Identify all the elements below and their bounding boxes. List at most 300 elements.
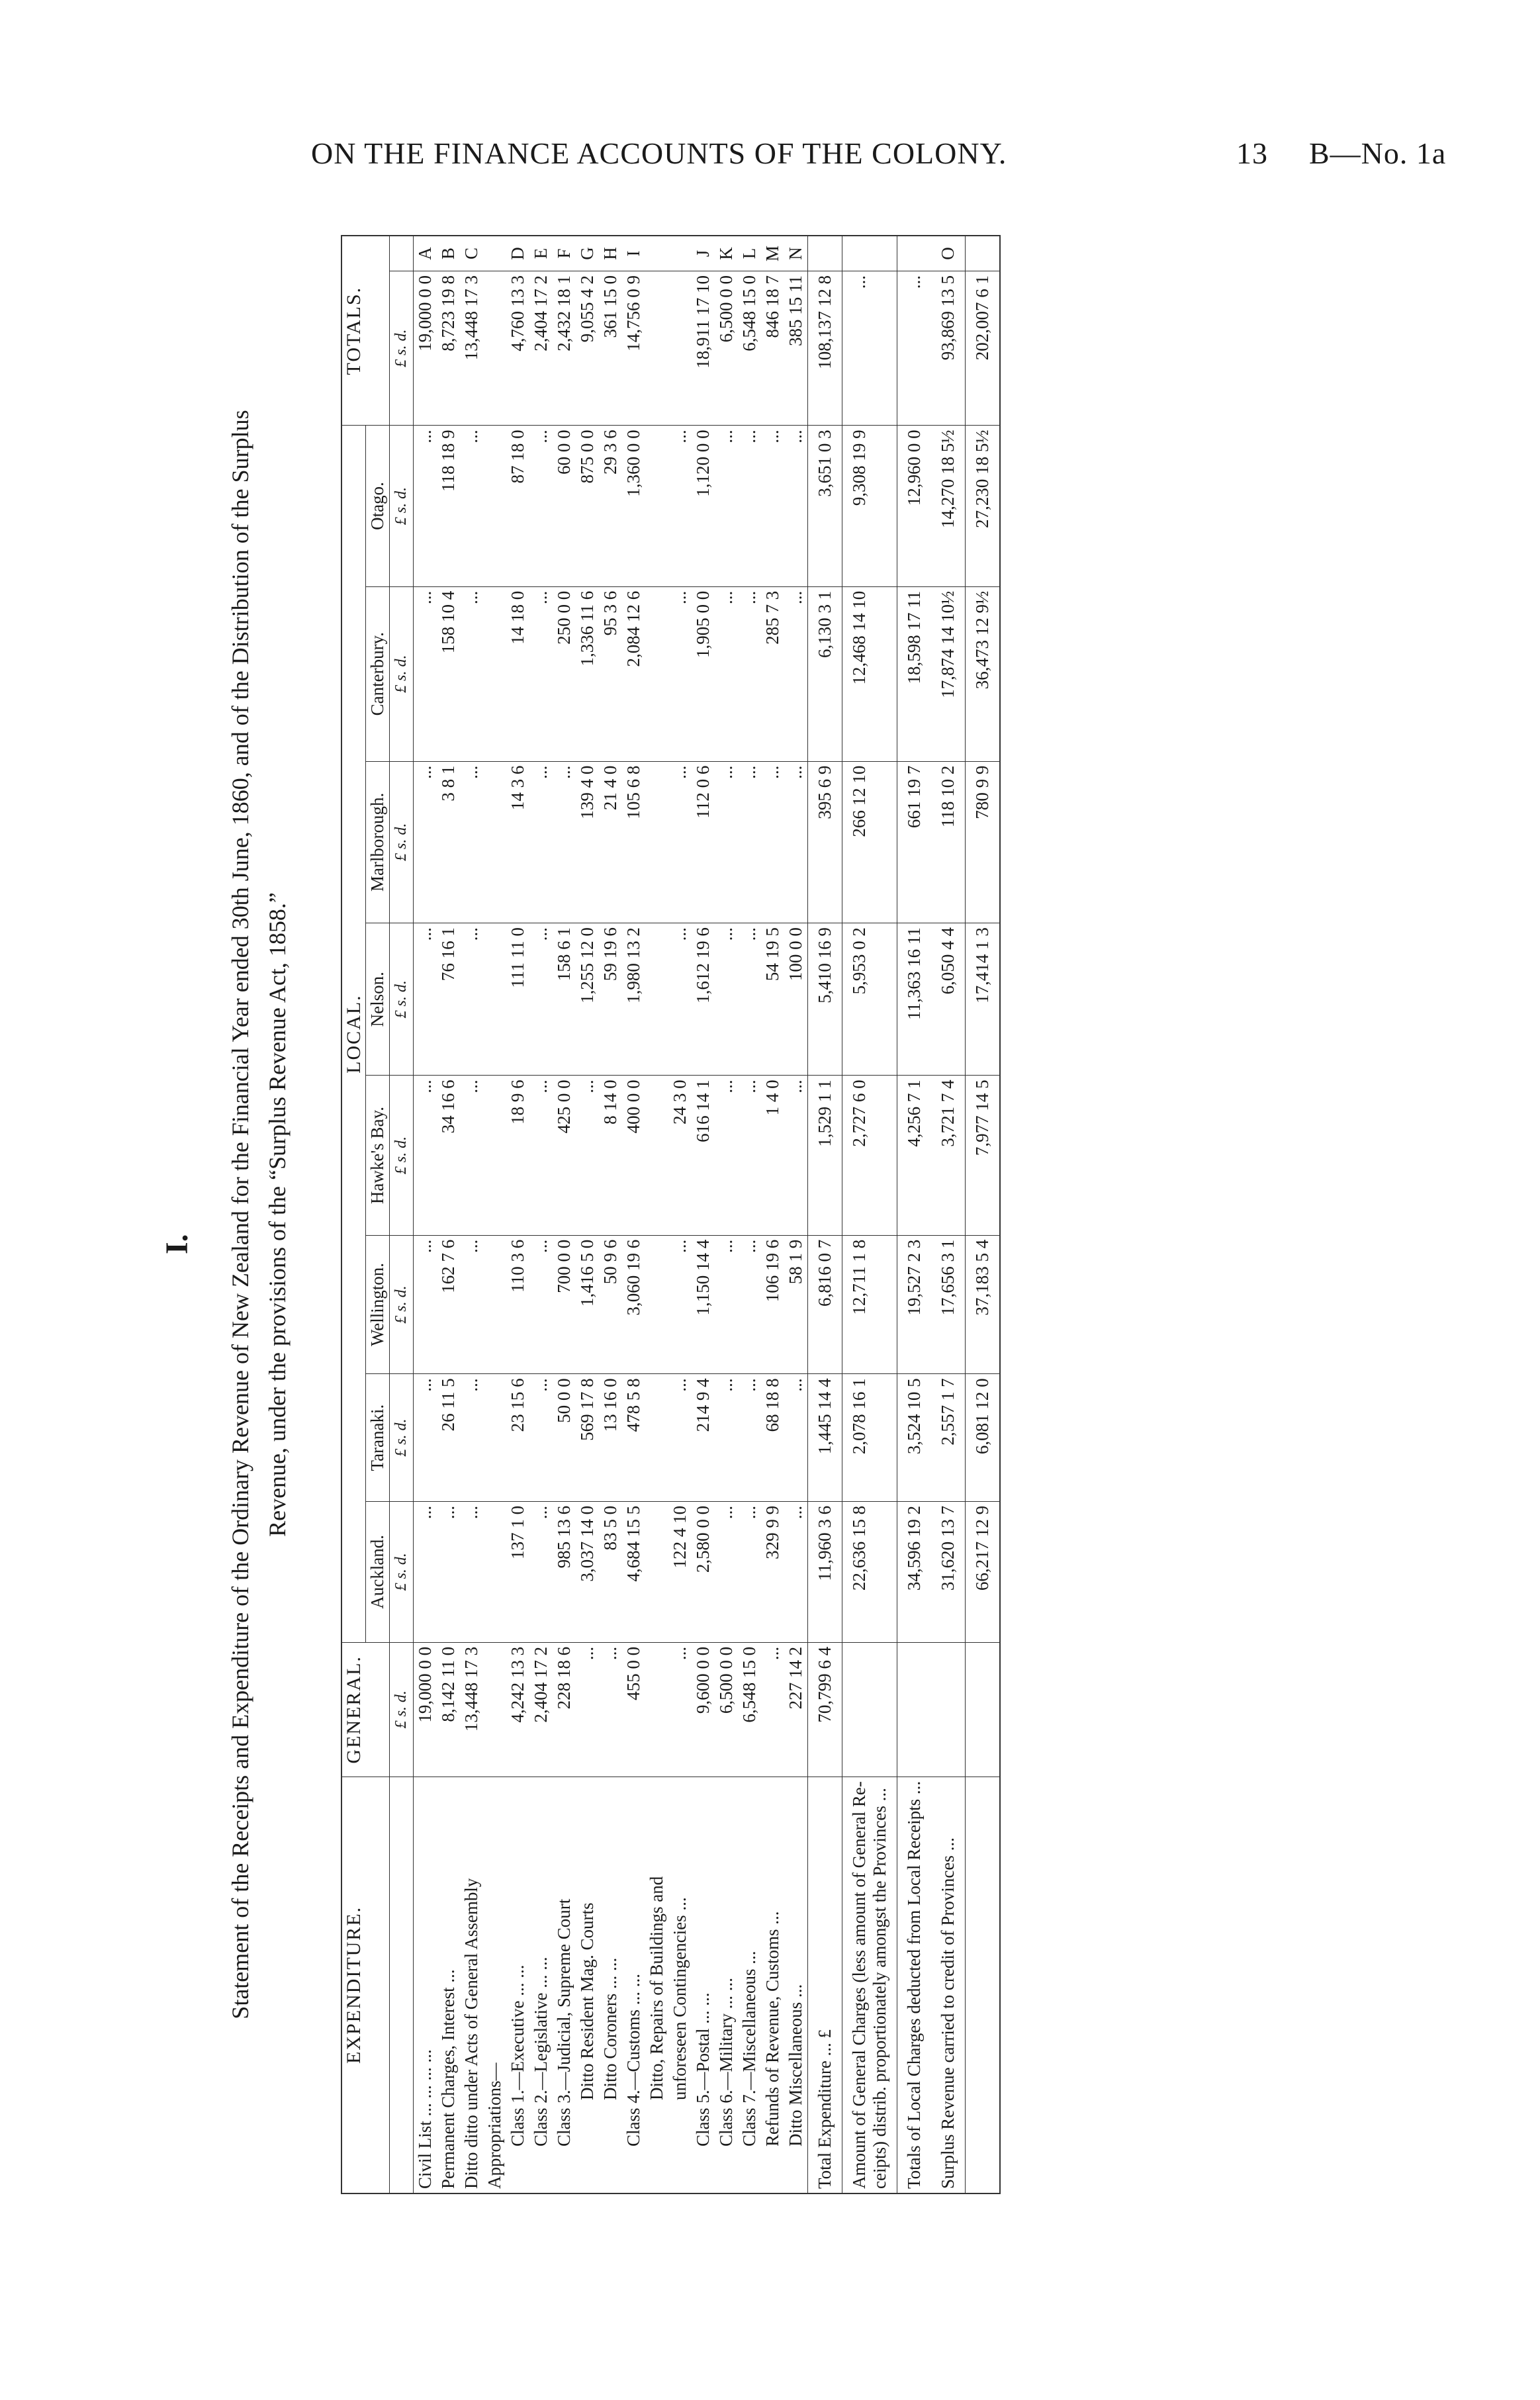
- total-expenditure-row-label: Total Expenditure ... £: [808, 1777, 842, 2193]
- province-value: 105 6 8: [622, 761, 645, 923]
- province-value: ...: [738, 761, 761, 923]
- province-value: 3 8 1: [437, 761, 460, 923]
- total-expenditure-row-general: 70,799 6 4: [808, 1642, 842, 1777]
- local-charges-row-province-value: 11,363 16 11: [897, 923, 932, 1076]
- province-value: 26 11 5: [437, 1374, 460, 1502]
- total-expenditure-row-province-value: 1,445 14 4: [808, 1374, 842, 1502]
- general-charges-row-letter: [842, 236, 897, 271]
- row-label: Appropriations—: [483, 1777, 506, 2193]
- province-value: 60 0 0: [553, 426, 576, 586]
- general-value: ...: [599, 1642, 622, 1777]
- header-general: GENERAL.: [341, 1642, 390, 1777]
- running-head-title: ON THE FINANCE ACCOUNTS OF THE COLONY.: [311, 136, 1007, 170]
- row-letter: M: [761, 236, 784, 271]
- grand-totals-row-province-value: 780 9 9: [966, 761, 1001, 923]
- province-value: ...: [460, 1501, 483, 1642]
- province-value: ...: [738, 923, 761, 1076]
- table-row: [506, 236, 529, 2193]
- province-value: ...: [715, 1374, 738, 1502]
- province-value: 18 9 6: [506, 1076, 529, 1235]
- province-value: 1,905 0 0: [692, 586, 715, 761]
- surplus-row-total: 93,869 13 5: [931, 271, 966, 426]
- province-value: 3,037 14 0: [576, 1501, 599, 1642]
- province-value: 616 14 1: [692, 1076, 715, 1235]
- province-value: ...: [784, 426, 808, 586]
- row-label: Civil List ... ... ... ...: [414, 1777, 437, 2193]
- row-letter: I: [622, 236, 645, 271]
- general-value: 13,448 17 3: [460, 1642, 483, 1777]
- province-value: ...: [784, 586, 808, 761]
- row-letter: J: [692, 236, 715, 271]
- surplus-row-province-value: 17,874 14 10½: [931, 586, 966, 761]
- general-value: [645, 1642, 668, 1777]
- province-value: 110 3 6: [506, 1235, 529, 1374]
- table-row: [553, 236, 576, 2193]
- province-value: [645, 1235, 668, 1374]
- province-value: 329 9 9: [761, 1501, 784, 1642]
- table-row: [692, 236, 715, 2193]
- province-value: 285 7 3: [761, 586, 784, 761]
- province-value: 985 13 6: [553, 1501, 576, 1642]
- table-row: [437, 236, 460, 2193]
- total-expenditure-row: [808, 236, 842, 2193]
- surplus-row-letter: O: [931, 236, 966, 271]
- province-value: 4,684 15 5: [622, 1501, 645, 1642]
- province-value: 2,084 12 6: [622, 586, 645, 761]
- header-province: Hawke's Bay.: [366, 1076, 390, 1235]
- general-charges-row-province-value: 12,468 14 10: [842, 586, 897, 761]
- grand-totals-row-general: [966, 1642, 1001, 1777]
- general-charges-row-province-value: 9,308 19 9: [842, 426, 897, 586]
- header-expenditure: EXPENDITURE.: [341, 1777, 390, 2193]
- province-value: 1 4 0: [761, 1076, 784, 1235]
- row-letter: [668, 236, 692, 271]
- province-value: 569 17 8: [576, 1374, 599, 1502]
- row-label: Class 7.—Miscellaneous ...: [738, 1777, 761, 2193]
- province-value: ...: [460, 923, 483, 1076]
- finance-table: [341, 235, 1001, 2194]
- province-value: ...: [715, 761, 738, 923]
- local-charges-row-letter: [897, 236, 932, 271]
- row-letter: C: [460, 236, 483, 271]
- surplus-row-province-value: 17,656 3 1: [931, 1235, 966, 1374]
- row-label: Ditto Miscellaneous ...: [784, 1777, 808, 2193]
- province-value: 59 19 6: [599, 923, 622, 1076]
- surplus-row-province-value: 118 10 2: [931, 761, 966, 923]
- grand-totals-row-province-value: 37,183 5 4: [966, 1235, 1001, 1374]
- grand-totals-row-province-value: 17,414 1 3: [966, 923, 1001, 1076]
- province-value: ...: [715, 1076, 738, 1235]
- row-letter: [645, 236, 668, 271]
- table-row: [599, 236, 622, 2193]
- province-value: 54 19 5: [761, 923, 784, 1076]
- row-label: Class 4.—Customs ... ...: [622, 1777, 645, 2193]
- currency-unit: £ s. d.: [390, 1076, 414, 1235]
- general-value: 228 18 6: [553, 1642, 576, 1777]
- province-value: [645, 1374, 668, 1502]
- general-value: ...: [668, 1642, 692, 1777]
- general-value: [483, 1642, 506, 1777]
- header-province: Taranaki.: [366, 1374, 390, 1502]
- header-province: Marlborough.: [366, 761, 390, 923]
- row-letter: N: [784, 236, 808, 271]
- currency-unit: £ s. d.: [390, 923, 414, 1076]
- province-value: 700 0 0: [553, 1235, 576, 1374]
- surplus-row-general: [931, 1642, 966, 1777]
- currency-unit: £ s. d.: [390, 1642, 414, 1777]
- province-value: ...: [529, 761, 553, 923]
- table-row: [761, 236, 784, 2193]
- province-value: [483, 1076, 506, 1235]
- province-value: ...: [529, 426, 553, 586]
- province-value: ...: [738, 1374, 761, 1502]
- total-value: [668, 271, 692, 426]
- row-letter: E: [529, 236, 553, 271]
- row-letter: B: [437, 236, 460, 271]
- total-value: 2,404 17 2: [529, 271, 553, 426]
- province-value: ...: [529, 923, 553, 1076]
- total-value: [645, 271, 668, 426]
- province-value: ...: [715, 1235, 738, 1374]
- running-head: [0, 136, 1540, 182]
- province-value: 8 14 0: [599, 1076, 622, 1235]
- general-value: 6,500 0 0: [715, 1642, 738, 1777]
- grand-totals-row-province-value: 66,217 12 9: [966, 1501, 1001, 1642]
- general-value: 6,548 15 0: [738, 1642, 761, 1777]
- table-row: [414, 236, 437, 2193]
- province-value: 1,255 12 0: [576, 923, 599, 1076]
- total-value: [483, 271, 506, 426]
- grand-totals-row-letter: [966, 236, 1001, 271]
- total-value: 2,432 18 1: [553, 271, 576, 426]
- province-value: ...: [460, 761, 483, 923]
- total-value: 4,760 13 3: [506, 271, 529, 426]
- general-value: 2,404 17 2: [529, 1642, 553, 1777]
- row-label: Permanent Charges, Interest ...: [437, 1777, 460, 2193]
- province-value: 58 1 9: [784, 1235, 808, 1374]
- province-value: 2,580 0 0: [692, 1501, 715, 1642]
- province-value: 83 5 0: [599, 1501, 622, 1642]
- total-expenditure-row-province-value: 3,651 0 3: [808, 426, 842, 586]
- header-local: LOCAL.: [341, 426, 366, 1643]
- general-charges-row-province-value: 22,636 15 8: [842, 1501, 897, 1642]
- province-value: ...: [460, 426, 483, 586]
- row-letter: K: [715, 236, 738, 271]
- local-charges-row-label: Totals of Local Charges deducted from Local Receipts ...: [897, 1777, 932, 2193]
- province-value: 76 16 1: [437, 923, 460, 1076]
- province-value: 14 3 6: [506, 761, 529, 923]
- province-value: 68 18 8: [761, 1374, 784, 1502]
- general-charges-row-label: [842, 1777, 897, 2193]
- row-letter: [483, 236, 506, 271]
- province-value: 95 3 6: [599, 586, 622, 761]
- province-value: [645, 1501, 668, 1642]
- row-label: Refunds of Revenue, Customs ...: [761, 1777, 784, 2193]
- province-value: [483, 1501, 506, 1642]
- header-province: Nelson.: [366, 923, 390, 1076]
- province-value: 158 10 4: [437, 586, 460, 761]
- province-value: 111 11 0: [506, 923, 529, 1076]
- province-value: ...: [414, 1374, 437, 1502]
- general-value: 455 0 0: [622, 1642, 645, 1777]
- total-expenditure-row-total: 108,137 12 8: [808, 271, 842, 426]
- general-charges-row-label-line-1: Amount of General Charges (less amount of General Re-: [849, 1781, 869, 2189]
- province-value: ...: [460, 586, 483, 761]
- province-value: ...: [738, 1076, 761, 1235]
- general-charges-row-province-value: 266 12 10: [842, 761, 897, 923]
- province-value: ...: [529, 1076, 553, 1235]
- table-row: [738, 236, 761, 2193]
- general-charges-row-province-value: 2,078 16 1: [842, 1374, 897, 1502]
- grand-totals-row-province-value: 6,081 12 0: [966, 1374, 1001, 1502]
- grand-totals-row-total: 202,007 6 1: [966, 271, 1001, 426]
- province-value: 425 0 0: [553, 1076, 576, 1235]
- total-value: 385 15 11: [784, 271, 808, 426]
- province-value: [483, 426, 506, 586]
- province-value: ...: [414, 761, 437, 923]
- grand-totals-row-province-value: 27,230 18 5½: [966, 426, 1001, 586]
- province-value: 214 9 4: [692, 1374, 715, 1502]
- general-value: 227 14 2: [784, 1642, 808, 1777]
- province-value: 24 3 0: [668, 1076, 692, 1235]
- surplus-row-province-value: 31,620 13 7: [931, 1501, 966, 1642]
- header-totals: TOTALS.: [341, 236, 390, 426]
- grand-totals-row-province-value: 36,473 12 9½: [966, 586, 1001, 761]
- province-value: [483, 923, 506, 1076]
- currency-unit: £ s. d.: [390, 271, 414, 426]
- header-unit-blank: [390, 1777, 414, 2193]
- row-label: Class 6.—Military ... ...: [715, 1777, 738, 2193]
- province-value: ...: [784, 1076, 808, 1235]
- general-value: 4,242 13 3: [506, 1642, 529, 1777]
- table-row: [668, 236, 692, 2193]
- total-value: 9,055 4 2: [576, 271, 599, 426]
- surplus-row-province-value: 3,721 7 4: [931, 1076, 966, 1235]
- province-value: [645, 761, 668, 923]
- province-value: ...: [437, 1501, 460, 1642]
- local-charges-row-province-value: 34,596 19 2: [897, 1501, 932, 1642]
- general-value: 8,142 11 0: [437, 1642, 460, 1777]
- total-value: 846 18 7: [761, 271, 784, 426]
- province-value: ...: [738, 426, 761, 586]
- general-value: 9,600 0 0: [692, 1642, 715, 1777]
- total-expenditure-row-province-value: 395 6 9: [808, 761, 842, 923]
- local-charges-row-province-value: 3,524 10 5: [897, 1374, 932, 1502]
- province-value: 106 19 6: [761, 1235, 784, 1374]
- row-label: unforeseen Contingencies ...: [668, 1777, 692, 2193]
- province-value: 3,060 19 6: [622, 1235, 645, 1374]
- province-value: 122 4 10: [668, 1501, 692, 1642]
- general-value: ...: [761, 1642, 784, 1777]
- province-value: ...: [761, 426, 784, 586]
- total-value: 8,723 19 8: [437, 271, 460, 426]
- total-value: 18,911 17 10: [692, 271, 715, 426]
- province-value: 13 16 0: [599, 1374, 622, 1502]
- table-row: [576, 236, 599, 2193]
- total-value: 14,756 0 9: [622, 271, 645, 426]
- currency-unit: £ s. d.: [390, 1235, 414, 1374]
- total-value: 361 15 0: [599, 271, 622, 426]
- province-value: 875 0 0: [576, 426, 599, 586]
- rotated-statement: [159, 222, 1274, 2207]
- surplus-row: [931, 236, 966, 2193]
- header-province: Wellington.: [366, 1235, 390, 1374]
- province-value: ...: [460, 1235, 483, 1374]
- province-value: ...: [715, 1501, 738, 1642]
- total-value: 6,548 15 0: [738, 271, 761, 426]
- general-charges-row-label-line-2: ceipts) distrib. proportionately amongst the Provinces ...: [870, 1788, 889, 2189]
- table-row: [529, 236, 553, 2193]
- province-value: 1,360 0 0: [622, 426, 645, 586]
- province-value: 1,150 14 4: [692, 1235, 715, 1374]
- currency-unit: £ s. d.: [390, 761, 414, 923]
- province-value: 158 6 1: [553, 923, 576, 1076]
- general-charges-row-province-value: 2,727 6 0: [842, 1076, 897, 1235]
- row-label: Class 5.—Postal ... ...: [692, 1777, 715, 2193]
- general-value: 19,000 0 0: [414, 1642, 437, 1777]
- local-charges-row: [897, 236, 932, 2193]
- local-charges-row-total: ...: [897, 271, 932, 426]
- currency-unit: £ s. d.: [390, 1501, 414, 1642]
- province-value: ...: [715, 426, 738, 586]
- province-value: [483, 1374, 506, 1502]
- province-value: 112 0 6: [692, 761, 715, 923]
- province-value: ...: [529, 1374, 553, 1502]
- row-label: Class 1.—Executive ... ...: [506, 1777, 529, 2193]
- province-value: ...: [715, 923, 738, 1076]
- table-row: [715, 236, 738, 2193]
- local-charges-row-province-value: 18,598 17 11: [897, 586, 932, 761]
- statement-caption: [159, 222, 331, 2207]
- province-value: 21 4 0: [599, 761, 622, 923]
- surplus-row-province-value: 14,270 18 5½: [931, 426, 966, 586]
- general-charges-row-total: ...: [842, 271, 897, 426]
- province-value: 100 0 0: [784, 923, 808, 1076]
- local-charges-row-general: [897, 1642, 932, 1777]
- province-value: 87 18 0: [506, 426, 529, 586]
- header-letter-blank: [390, 236, 414, 271]
- row-label: Ditto, Repairs of Buildings and: [645, 1777, 668, 2193]
- province-value: 34 16 6: [437, 1076, 460, 1235]
- header-province: Canterbury.: [366, 586, 390, 761]
- local-charges-row-province-value: 19,527 2 3: [897, 1235, 932, 1374]
- caption-line-1: Statement of the Receipts and Expenditure of the Ordinary Revenue of New Zealand for the Financial Year ended 30th June, 1860, and of the Distribution of the Surplus: [227, 410, 253, 2019]
- province-value: ...: [414, 1076, 437, 1235]
- table-row: [645, 236, 668, 2193]
- page-number: 13: [1236, 136, 1268, 170]
- local-charges-row-province-value: 661 19 7: [897, 761, 932, 923]
- table-numeral: I.: [159, 1234, 195, 1254]
- province-value: 50 9 6: [599, 1235, 622, 1374]
- general-charges-row-province-value: 12,711 1 8: [842, 1235, 897, 1374]
- province-value: ...: [715, 586, 738, 761]
- row-label: Ditto Resident Mag. Courts: [576, 1777, 599, 2193]
- row-label: Class 2.—Legislative ... ...: [529, 1777, 553, 2193]
- header-province: Otago.: [366, 426, 390, 586]
- row-label: Class 3.—Judicial, Supreme Court: [553, 1777, 576, 2193]
- province-value: ...: [529, 586, 553, 761]
- row-letter: H: [599, 236, 622, 271]
- province-value: 50 0 0: [553, 1374, 576, 1502]
- caption-line-2: Revenue, under the provisions of the “Surplus Revenue Act, 1858.”: [264, 892, 291, 1537]
- province-value: 14 18 0: [506, 586, 529, 761]
- row-label: Ditto ditto under Acts of General Assembly: [460, 1777, 483, 2193]
- grand-totals-row-province-value: 7,977 14 5: [966, 1076, 1001, 1235]
- currency-unit: £ s. d.: [390, 586, 414, 761]
- province-value: ...: [576, 1076, 599, 1235]
- total-value: 6,500 0 0: [715, 271, 738, 426]
- province-value: [645, 586, 668, 761]
- surplus-row-province-value: 2,557 1 7: [931, 1374, 966, 1502]
- province-value: 1,120 0 0: [692, 426, 715, 586]
- province-value: ...: [738, 1235, 761, 1374]
- province-value: ...: [414, 426, 437, 586]
- province-value: 162 7 6: [437, 1235, 460, 1374]
- province-value: ...: [414, 1235, 437, 1374]
- province-value: [483, 586, 506, 761]
- surplus-row-label: Surplus Revenue carried to credit of Provinces ...: [931, 1777, 966, 2193]
- total-expenditure-row-province-value: 6,130 3 1: [808, 586, 842, 761]
- province-value: 1,612 19 6: [692, 923, 715, 1076]
- row-letter: G: [576, 236, 599, 271]
- province-value: 1,416 5 0: [576, 1235, 599, 1374]
- grand-totals-row-label: [966, 1777, 1001, 2193]
- province-value: ...: [460, 1374, 483, 1502]
- province-value: ...: [761, 761, 784, 923]
- province-value: ...: [668, 923, 692, 1076]
- province-value: ...: [529, 1501, 553, 1642]
- province-value: 139 4 0: [576, 761, 599, 923]
- province-value: 1,336 11 6: [576, 586, 599, 761]
- province-value: ...: [414, 923, 437, 1076]
- province-value: [483, 1235, 506, 1374]
- province-value: [645, 1076, 668, 1235]
- province-value: ...: [668, 586, 692, 761]
- province-value: ...: [553, 761, 576, 923]
- province-value: 1,980 13 2: [622, 923, 645, 1076]
- province-value: [645, 426, 668, 586]
- total-value: 19,000 0 0: [414, 271, 437, 426]
- province-value: 400 0 0: [622, 1076, 645, 1235]
- table-row: [483, 236, 506, 2193]
- province-value: ...: [784, 761, 808, 923]
- province-value: [483, 761, 506, 923]
- province-value: ...: [668, 761, 692, 923]
- province-value: ...: [414, 586, 437, 761]
- total-expenditure-row-province-value: 11,960 3 6: [808, 1501, 842, 1642]
- general-value: ...: [576, 1642, 599, 1777]
- province-value: ...: [738, 1501, 761, 1642]
- row-letter: L: [738, 236, 761, 271]
- province-value: ...: [738, 586, 761, 761]
- header-province: Auckland.: [366, 1501, 390, 1642]
- province-value: ...: [784, 1501, 808, 1642]
- local-charges-row-province-value: 4,256 7 1: [897, 1076, 932, 1235]
- province-value: 137 1 0: [506, 1501, 529, 1642]
- province-value: ...: [784, 1374, 808, 1502]
- province-value: 118 18 9: [437, 426, 460, 586]
- province-value: ...: [414, 1501, 437, 1642]
- total-value: 13,448 17 3: [460, 271, 483, 426]
- province-value: 29 3 6: [599, 426, 622, 586]
- province-value: ...: [668, 426, 692, 586]
- province-value: ...: [668, 1235, 692, 1374]
- general-charges-row-general: [842, 1642, 897, 1777]
- province-value: 250 0 0: [553, 586, 576, 761]
- row-letter: F: [553, 236, 576, 271]
- surplus-row-province-value: 6,050 4 4: [931, 923, 966, 1076]
- currency-unit: £ s. d.: [390, 426, 414, 586]
